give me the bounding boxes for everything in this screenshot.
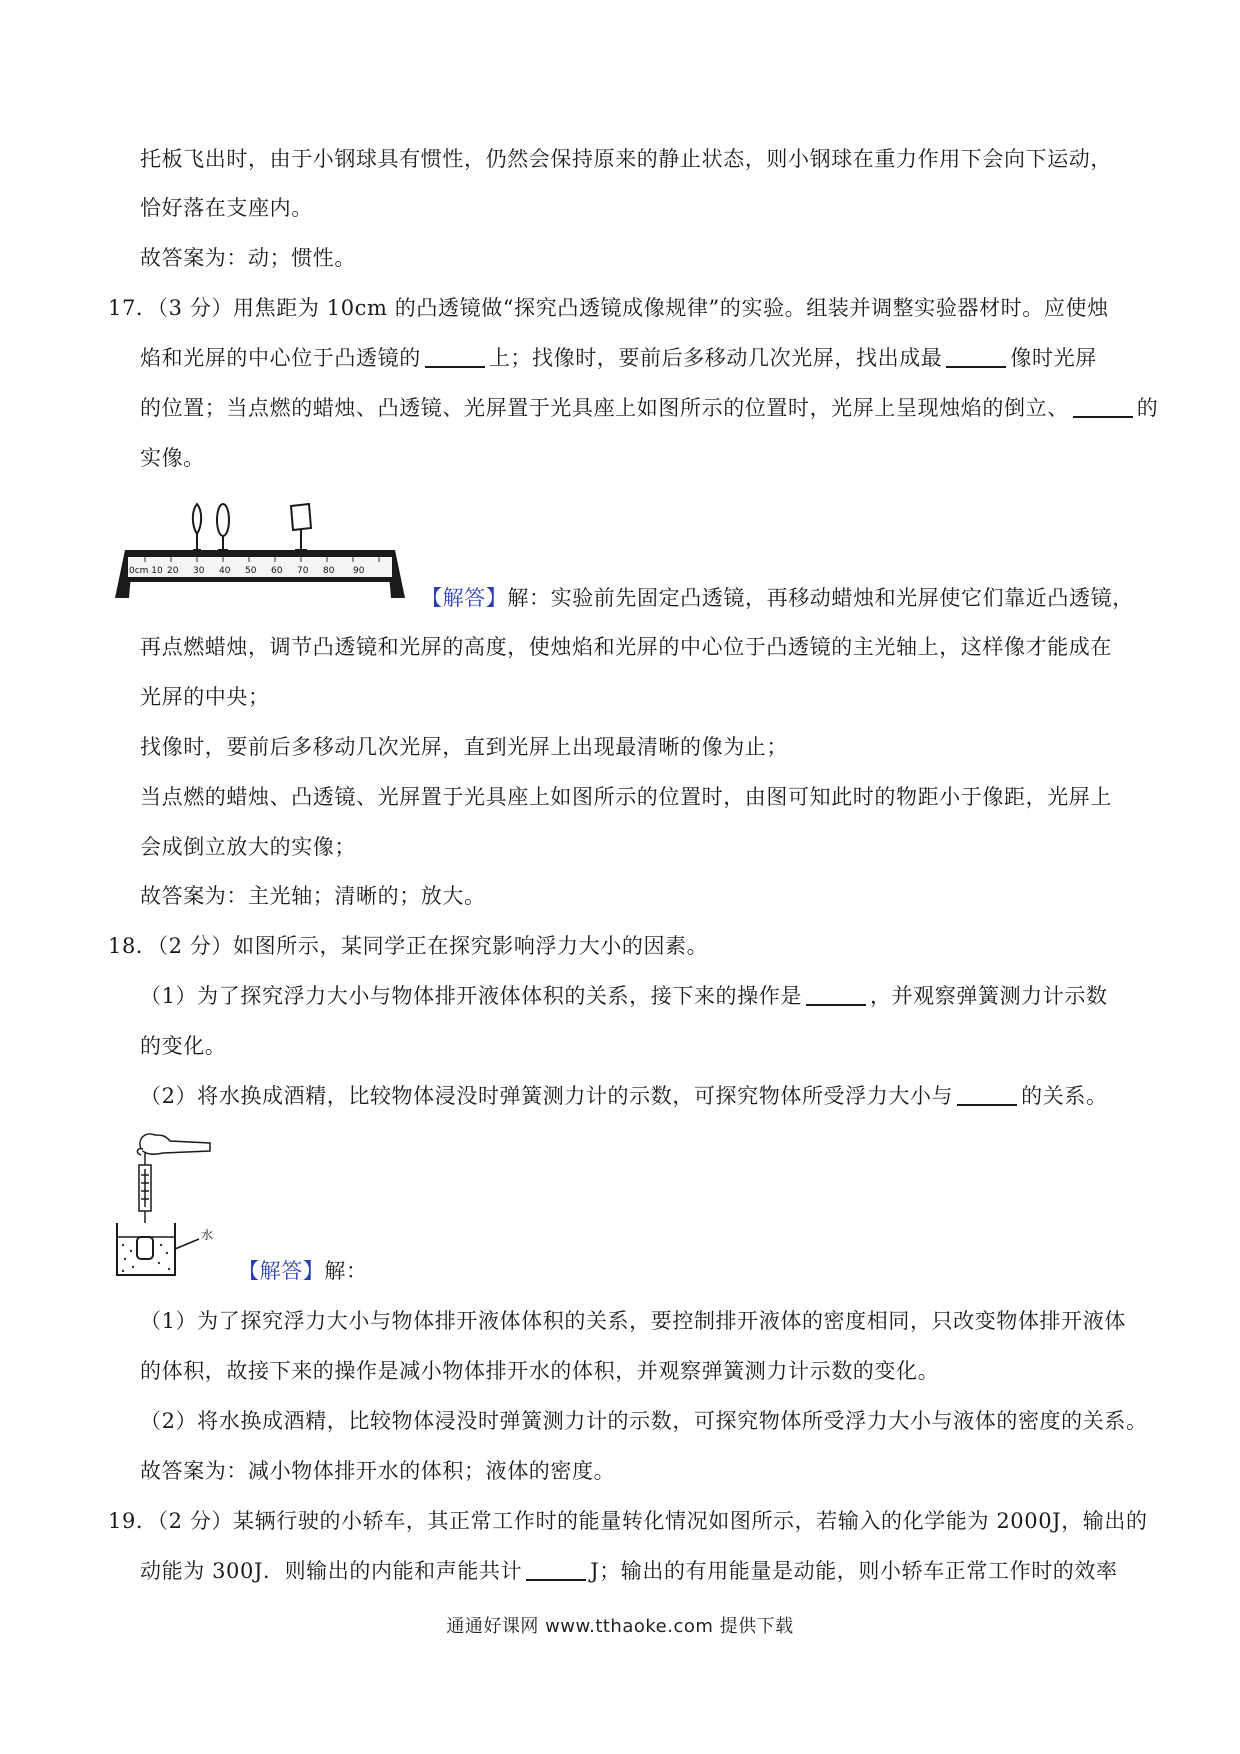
optical-bench-figure	[115, 500, 405, 600]
q17-blank-2	[946, 344, 1006, 368]
ruler-tick-label-80: 80	[323, 566, 335, 576]
q18-blank-1	[806, 982, 866, 1006]
submerged-object-icon	[137, 1237, 153, 1259]
q16-answer: 故答案为：动；惯性。	[140, 246, 356, 270]
q18-question-line-3: 的变化。	[140, 1034, 227, 1058]
q18-question-line-2	[140, 981, 1108, 1011]
q17-answer-tag: 【解答】	[421, 586, 508, 610]
q18-answer-line-1: （1）为了探究浮力大小与物体排开液体体积的关系，要控制排开液体的密度相同，只改变物体排开液体	[140, 1309, 1126, 1333]
q17-question-line-1: 17．（3 分）用焦距为 10cm 的凸透镜做“探究凸透镜成像规律”的实验。组装并调整实验器材时。应使烛	[108, 296, 1109, 320]
q19-blank-1	[526, 1557, 586, 1581]
q17-answer-line-3: 光屏的中央；	[140, 685, 270, 709]
q17-final-answer: 故答案为：主光轴；清晰的；放大。	[140, 884, 486, 908]
q17-answer-line-5: 当点燃的蜡烛、凸透镜、光屏置于光具座上如图所示的位置时，由图可知此时的物距小于像距，光屏上	[140, 785, 1112, 809]
q18-text-4b: 的关系。	[1021, 1084, 1108, 1108]
q17-answer-text-1: 解：实验前先固定凸透镜，再移动蜡烛和光屏使它们靠近凸透镜，	[507, 586, 1134, 610]
ruler-tick-label-90: 90	[353, 566, 365, 576]
page-footer: 通通好课网 www.tthaoke.com 提供下载	[446, 1616, 794, 1637]
ruler-tick-label-60: 60	[271, 566, 283, 576]
q19-text-2b: J；输出的有用能量是动能，则小轿车正常工作时的效率	[590, 1559, 1118, 1583]
q16-text-line-1: 托板飞出时，由于小钢球具有惯性，仍然会保持原来的静止状态，则小钢球在重力作用下会向下运动，	[140, 147, 1112, 171]
convex-lens-icon	[217, 504, 229, 550]
q18-answer-line-3: （2）将水换成酒精，比较物体浸没时弹簧测力计的示数，可探究物体所受浮力大小与液体的密度的关系。	[140, 1409, 1148, 1433]
q18-text-4a: （2）将水换成酒精，比较物体浸没时弹簧测力计的示数，可探究物体所受浮力大小与	[140, 1084, 954, 1108]
q18-blank-2	[957, 1082, 1017, 1106]
water-label-pointer	[175, 1239, 199, 1249]
q16-text-line-2: 恰好落在支座内。	[140, 196, 313, 220]
spring-scale-figure	[115, 1125, 245, 1280]
water-label: 水	[201, 1228, 214, 1242]
ruler-tick-label-30: 30	[193, 566, 205, 576]
q17-question-line-4: 实像。	[140, 446, 205, 470]
q19-question-line-1: 19．（2 分）某辆行驶的小轿车，其正常工作时的能量转化情况如图所示，若输入的化学能为 2000J，输出的	[108, 1509, 1148, 1533]
ruler-tick-label-50: 50	[245, 566, 257, 576]
q17-question-line-3	[140, 393, 1158, 423]
q18-answer-line-2: 的体积，故接下来的操作是减小物体排开水的体积，并观察弹簧测力计示数的变化。	[140, 1359, 940, 1383]
q17-question-line-2	[140, 343, 1097, 373]
bench-bottom-rail	[127, 578, 393, 582]
q18-question-line-4	[140, 1081, 1108, 1111]
q17-text-2c: 像时光屏	[1010, 346, 1097, 370]
ruler-tick-label-70: 70	[297, 566, 309, 576]
q18-final-answer: 故答案为：减小物体排开水的体积；液体的密度。	[140, 1459, 616, 1483]
ruler-tick-label-20: 20	[167, 566, 179, 576]
candle-icon	[193, 504, 201, 550]
q17-answer-line-2: 再点燃蜡烛，调节凸透镜和光屏的高度，使烛焰和光屏的中心位于凸透镜的主光轴上，这样像才能成在	[140, 635, 1112, 659]
q18-question-line-1: 18．（2 分）如图所示，某同学正在探究影响浮力大小的因素。	[108, 934, 709, 958]
q17-text-2a: 焰和光屏的中心位于凸透镜的	[140, 346, 421, 370]
q17-answer-line-1	[421, 583, 1134, 613]
q17-answer-line-4: 找像时，要前后多移动几次光屏，直到光屏上出现最清晰的像为止；	[140, 735, 788, 759]
hand-icon	[137, 1134, 210, 1155]
q17-text-2b: 上；找像时，要前后多移动几次光屏，找出成最	[488, 346, 943, 370]
q19-text-2a: 动能为 300J．则输出的内能和声能共计	[140, 1559, 523, 1583]
q18-text-2a: （1）为了探究浮力大小与物体排开液体体积的关系，接下来的操作是	[140, 984, 802, 1008]
q17-blank-3	[1073, 394, 1133, 418]
q18-answer-line-0	[238, 1256, 368, 1286]
q18-answer-tag: 【解答】	[238, 1259, 325, 1283]
q18-answer-text-0: 解：	[324, 1259, 368, 1283]
ruler-tick-label-0: 0cm 10	[129, 566, 163, 576]
q19-question-line-2	[140, 1556, 1118, 1586]
q18-text-2b: ，并观察弹簧测力计示数	[869, 984, 1108, 1008]
q17-blank-1	[425, 344, 485, 368]
ruler-tick-label-40: 40	[219, 566, 231, 576]
light-screen-icon	[291, 504, 311, 550]
q17-text-3b: 的	[1136, 396, 1159, 420]
q17-text-3a: 的位置；当点燃的蜡烛、凸透镜、光屏置于光具座上如图所示的位置时，光屏上呈现烛焰的倒立、	[140, 396, 1069, 420]
q17-answer-line-6: 会成倒立放大的实像；	[140, 835, 356, 859]
